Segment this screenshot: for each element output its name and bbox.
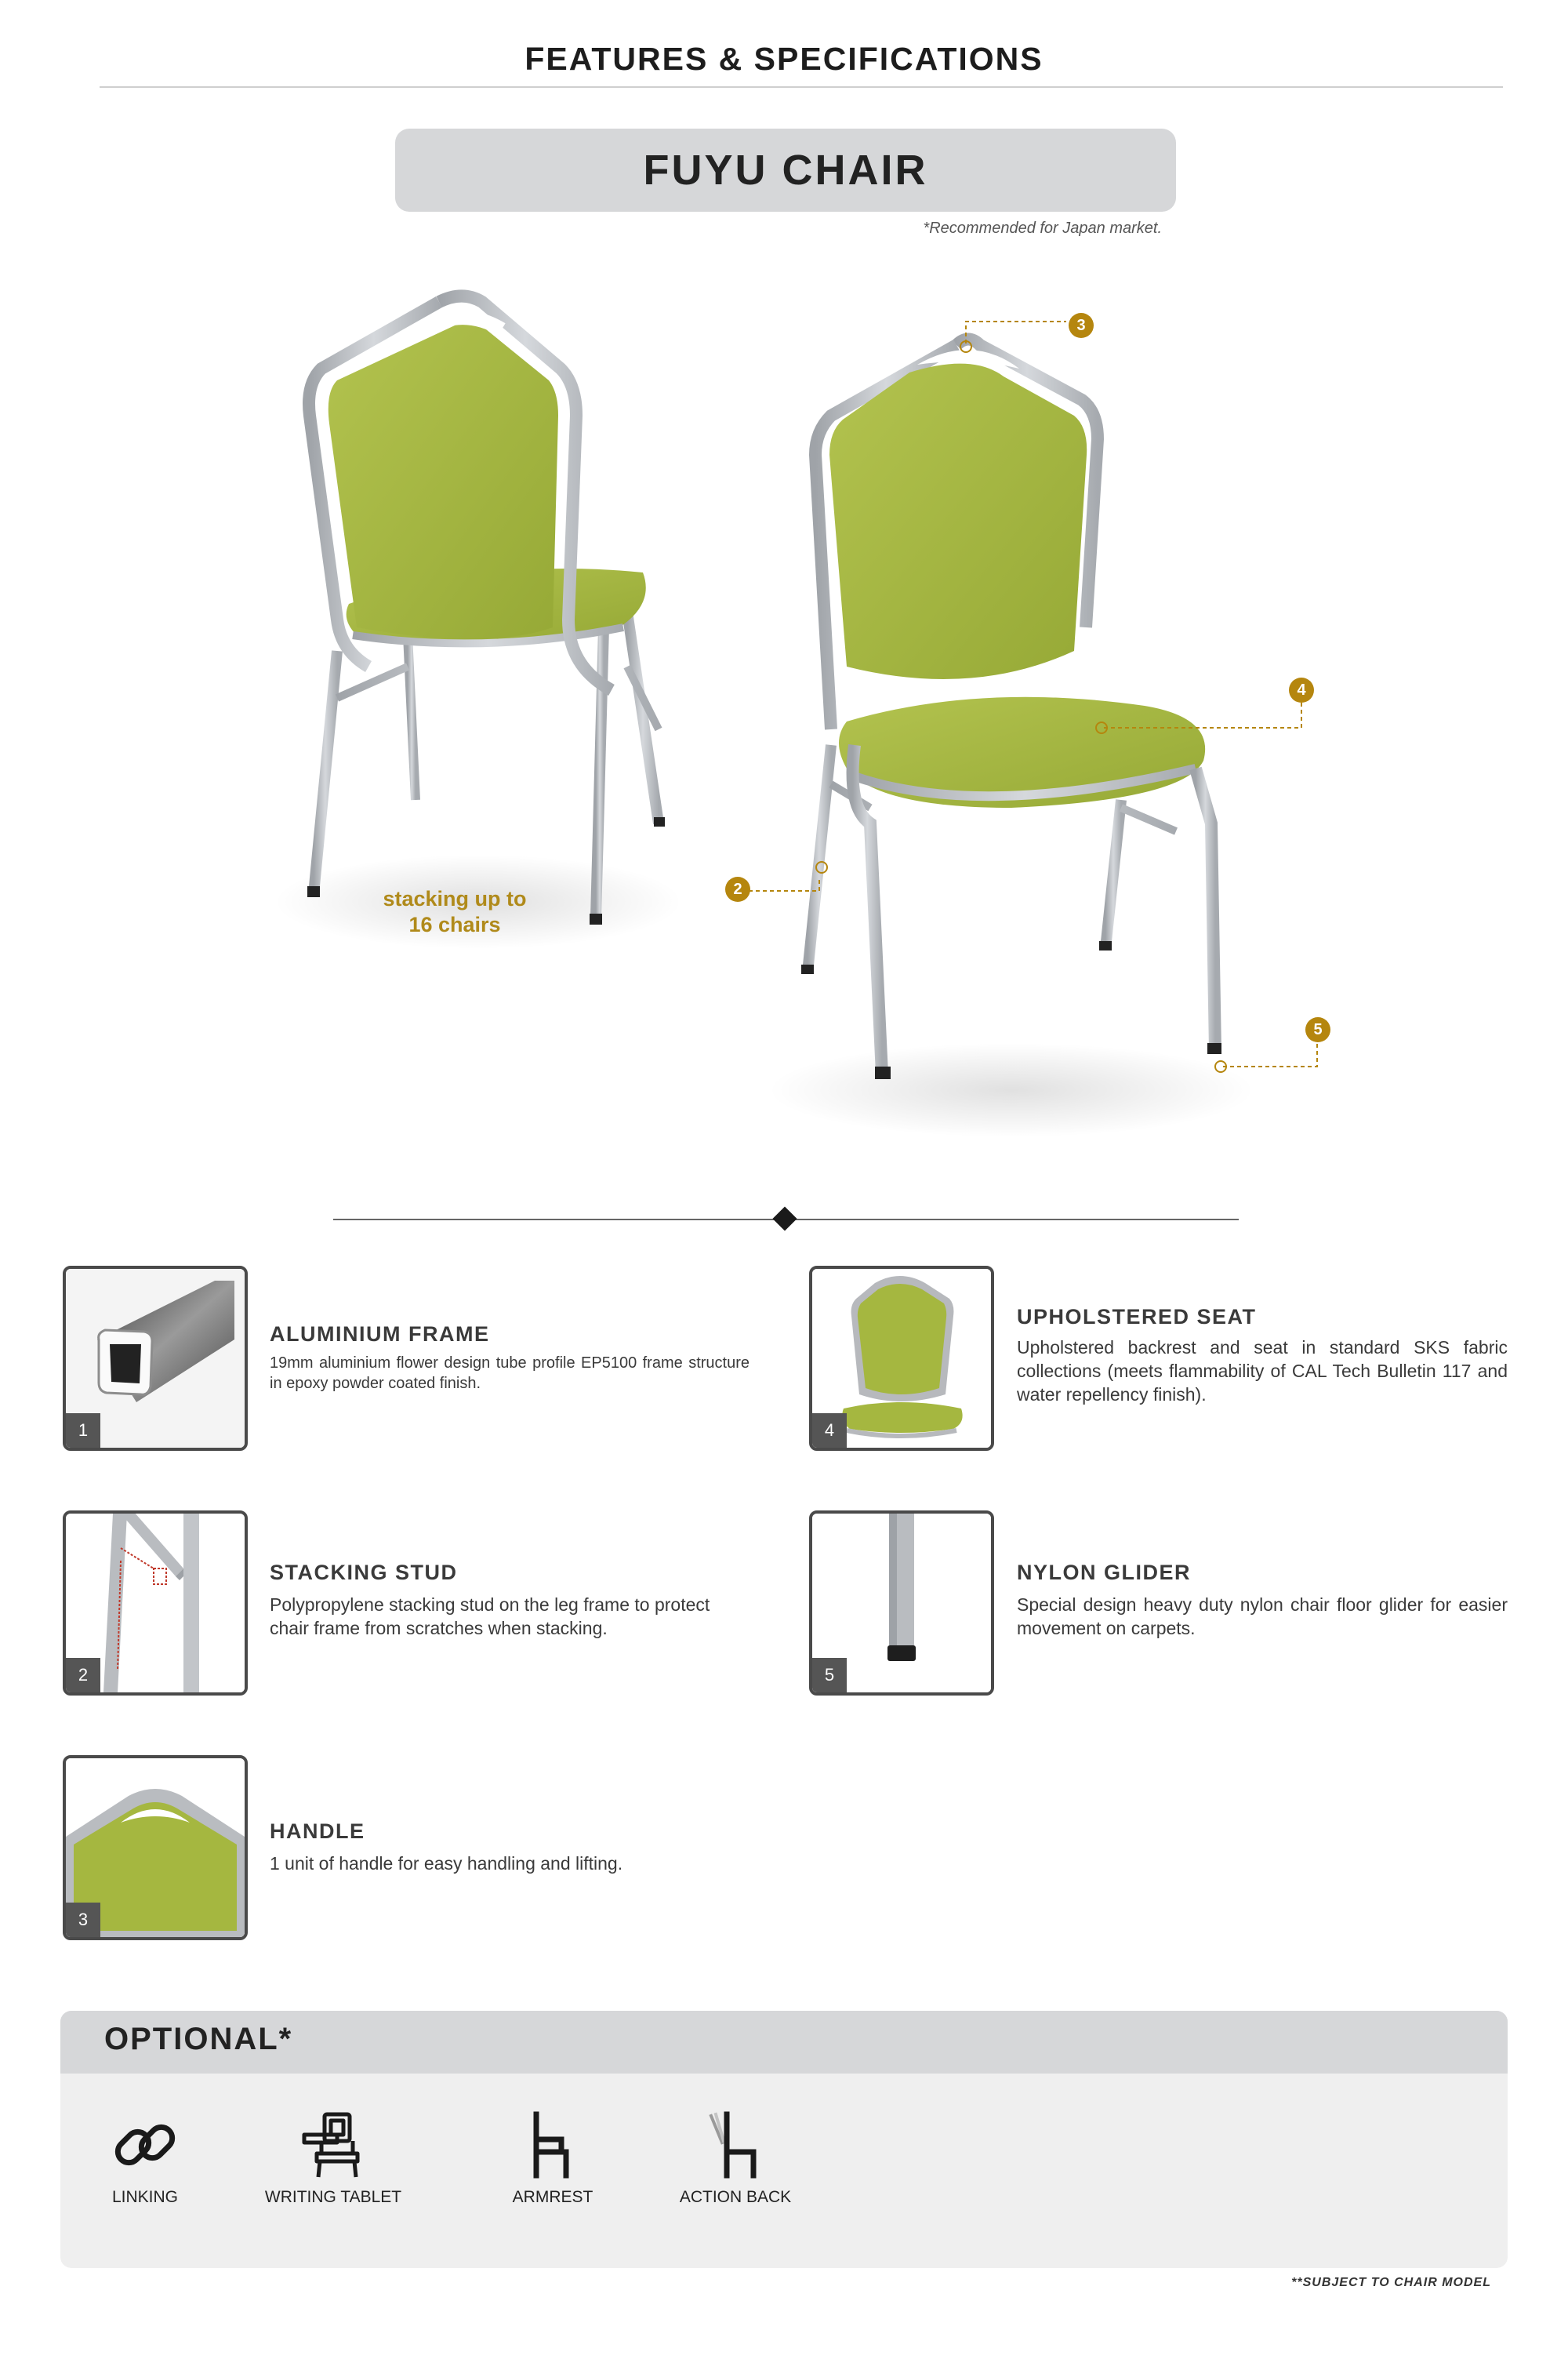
divider-diamond — [772, 1206, 797, 1230]
optional-label: ACTION BACK — [679, 2188, 792, 2206]
link-icon — [110, 2110, 180, 2180]
feature-2-thumbnail — [63, 1510, 248, 1696]
callout-marker-5: 5 — [1305, 1017, 1330, 1042]
optional-item-action-back — [673, 2110, 798, 2207]
market-note: *Recommended for Japan market. — [923, 220, 1162, 237]
feature-title: NYLON GLIDER — [1017, 1561, 1192, 1584]
feature-5-thumbnail — [809, 1510, 994, 1696]
chair-illustrations — [0, 259, 1568, 1161]
callout-marker-4: 4 — [1289, 678, 1314, 703]
feature-number: 3 — [66, 1903, 100, 1937]
feature-number: 4 — [812, 1413, 847, 1448]
feature-title: UPHOLSTERED SEAT — [1017, 1305, 1257, 1329]
optional-label: ARMREST — [512, 2188, 593, 2206]
feature-title: HANDLE — [270, 1819, 365, 1843]
feature-number: 1 — [66, 1413, 100, 1448]
optional-item-armrest — [502, 2110, 604, 2207]
feature-number: 2 — [66, 1658, 100, 1692]
feature-4-thumbnail — [809, 1266, 994, 1451]
optional-label: LINKING — [111, 2188, 179, 2206]
feature-3-text — [270, 1819, 897, 1875]
product-name-banner — [395, 129, 1176, 212]
product-name: FUYU CHAIR — [643, 147, 928, 194]
armrest-icon — [517, 2110, 588, 2180]
feature-3-thumbnail — [63, 1755, 248, 1940]
feature-description: 19mm aluminium flower design tube profile EP5100 frame structure in epoxy powder coated finish. — [270, 1354, 750, 1392]
feature-1-text — [270, 1322, 750, 1394]
optional-title: OPTIONAL* — [104, 2022, 293, 2056]
feature-description: Upholstered backrest and seat in standard SKS fabric collections (meets flammability of CAL Tech Bulletin 117 and water repellency finish). — [1017, 1337, 1508, 1405]
header-divider — [100, 86, 1503, 88]
callout-marker-3: 3 — [1069, 313, 1094, 338]
chair-front-view — [749, 322, 1317, 1137]
feature-number: 5 — [812, 1658, 847, 1692]
feature-4-text — [1017, 1305, 1508, 1406]
callout-marker-2: 2 — [725, 877, 750, 902]
feature-1-thumbnail — [63, 1266, 248, 1451]
feature-description: Special design heavy duty nylon chair floor glider for easier movement on carpets. — [1017, 1594, 1508, 1638]
optional-item-linking — [94, 2110, 196, 2207]
optional-footnote: **SUBJECT TO CHAIR MODEL — [1291, 2276, 1491, 2289]
feature-description: Polypropylene stacking stud on the leg frame to protect chair frame from scratches when stacking. — [270, 1594, 710, 1638]
action-back-icon — [700, 2110, 771, 2180]
feature-2-text — [270, 1561, 750, 1640]
optional-label: WRITING TABLET — [264, 2188, 402, 2206]
feature-title: ALUMINIUM FRAME — [270, 1322, 490, 1346]
chair-back-view — [274, 296, 682, 950]
stacking-capacity-label: stacking up to 16 chairs — [383, 887, 527, 936]
page-title: FEATURES & SPECIFICATIONS — [524, 41, 1044, 77]
feature-title: STACKING STUD — [270, 1561, 458, 1584]
writing-tablet-icon — [298, 2110, 368, 2180]
feature-5-text — [1017, 1561, 1508, 1640]
feature-description: 1 unit of handle for easy handling and lifting. — [270, 1853, 623, 1874]
optional-item-writing-tablet — [263, 2110, 404, 2207]
